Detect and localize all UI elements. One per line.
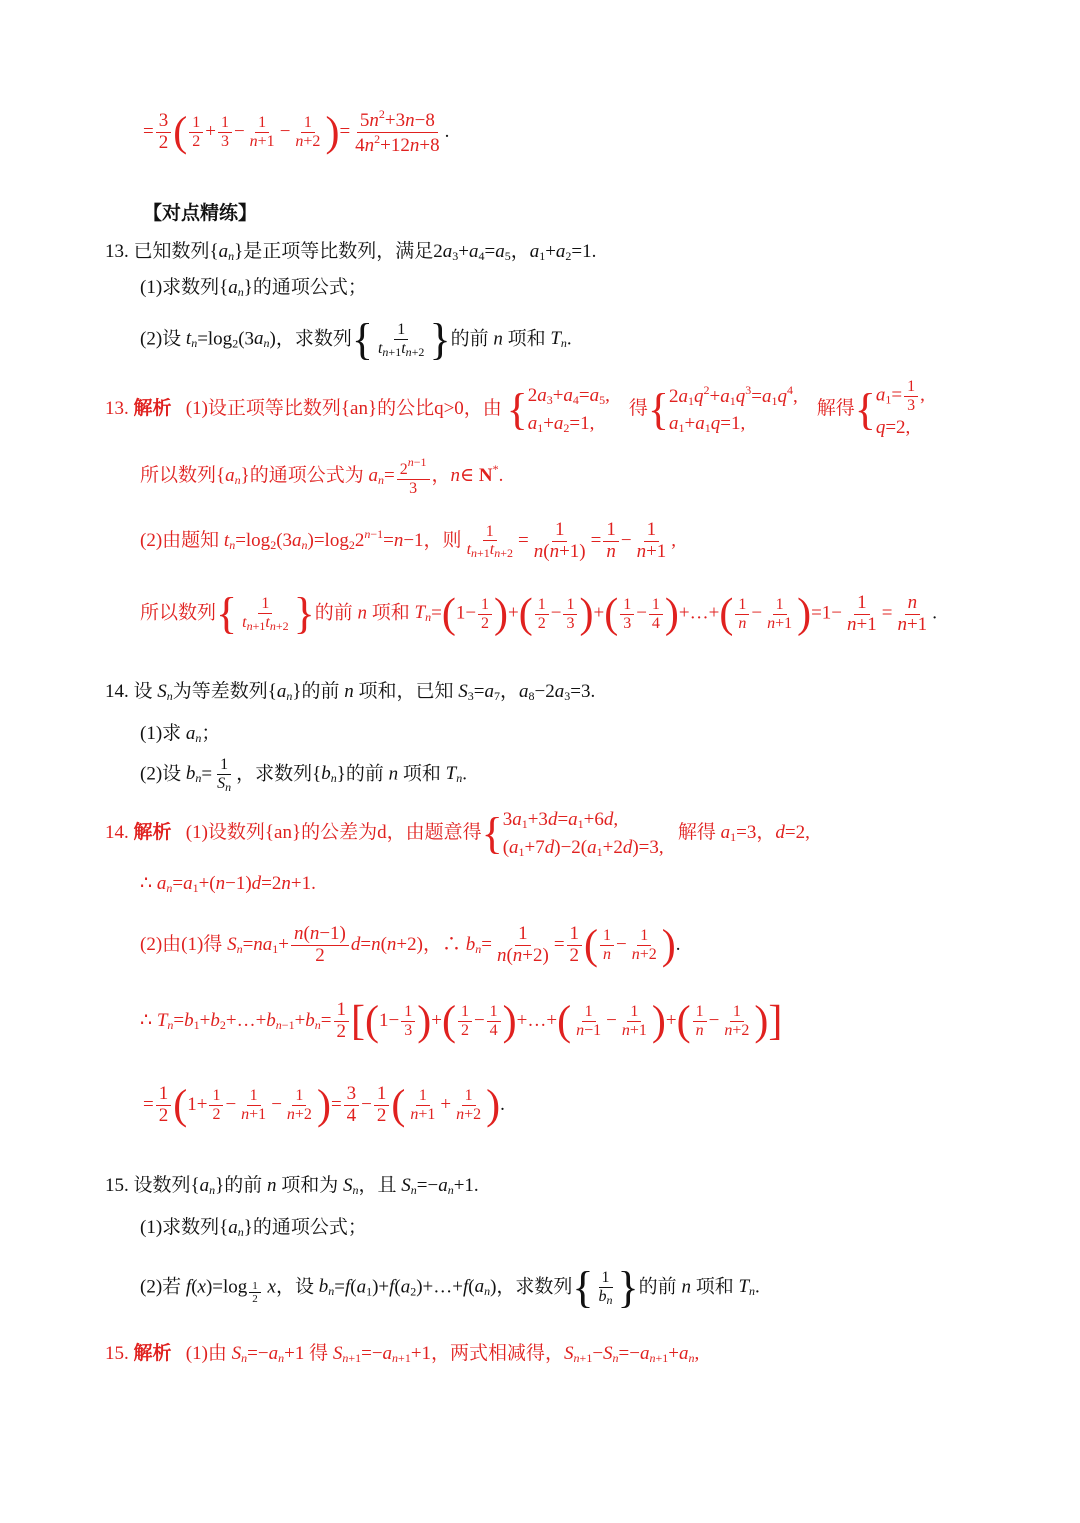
solution-15-part1: 15. 解析 (1)由 $S_n=-a_n+1$ 得 $S_{n+1}=-a_{n+1}+1$，两式相减得，$S_{n+1}-S_n=-a_{n+1}+a_n$, [105,1343,700,1365]
problem-number: 15. [105,1175,129,1196]
problem-number: 13. [105,241,129,262]
problem-13-q1: (1)求数列$\{a_n\}$的通项公式； [140,277,367,299]
solution-label: 解析 [133,821,172,843]
solution-14-part1: 14. 解析 (1)设数列{an}的公差为d，由题意得 { $3a_1+3d=a_1+6d$, $(a_1+7d)-2(a_1+2d)=3$, 解得 $a_1=3$，d=2, [105,808,810,859]
solution-14-tn: ∴ $T_n=b_1+b_2+\dots+b_{n-1}+b_n=$ $\frac{1}{2}$ [(1− $\frac{1}{3}$ )+( $\frac{1}{2}$ − $\frac{1}{4}$ )+…+( $\frac{1}{n-1}$ − $\frac{1}{n+1}$ )+( $\frac{1}{n}$ − $\frac{1}{n+2}$ )] [140,998,783,1045]
solution-13-part1: 13. 解析 (1)设正项等比数列{an}的公比q>0，由 { $2a_3+a_4=a_5$, $a_1+a_2=1$, 得 { $2a_1q^2+a_1q^3=a_1q^4$, $a_1+a_1q=1$, 解得 { $a_1=$ $\frac{1}{3}$ , q=2, [105,378,925,439]
solution-13-text: (1)设正项等比数列{an}的公比q>0，由 [185,398,502,420]
problem-14-q1: (1)求 $a_n$； [140,723,221,745]
problem-14-q2: (2)设 $b_n=$ $\frac{1}{S_n}$ ，求数列$\{b_n\}$的前 n 项和 $T_n$. [140,756,467,794]
problem-number: 14. [105,681,129,702]
solution-14-result: = $\frac{1}{2}$ (1+ $\frac{1}{2}$ − $\frac{1}{n+1}$ − $\frac{1}{n+2}$ )= $\frac{3}{4}$ − $\frac{1}{2}$ ( $\frac{1}{n+1}$ + $\frac{1}{n+2}$ ). [143,1082,505,1129]
solution-13-general-term: 所以数列$\{a_n\}$的通项公式为 $a_n=$ $\frac{2^{n-1}}{3}$ ，n∈ N*. [140,455,504,497]
problem-13-q2: (2)设 $t_n=\log_2(3a_n)$，求数列{ $\frac{1}{t_{n+1}t_{n+2}}$ }的前 n 项和 $T_n$. [140,315,572,364]
solution-label: 解析 [133,1343,172,1364]
solution-14-text: (1)设数列{an}的公差为d，由题意得 [185,821,482,843]
prev-solution-tail: = $\frac{3}{2}$ ( $\frac{1}{2}$ + $\frac{1}{3}$ − $\frac{1}{n+1}$ − $\frac{1}{n+2}$ )= $\frac{5n^2+3n-8}{4n^2+12n+8}$ . [143,107,450,156]
solution-13-part2: (2)由题知 $t_n=\log_2(3a_n)=\log_22^{n-1}=n-1$，则 $\frac{1}{t_{n+1}t_{n+2}}$ = $\frac{1}{n(n+1)}$ = $\frac{1}{n}$ − $\frac{1}{n+1}$ , [140,519,677,562]
section-heading: 【对点精练】 [143,203,258,224]
solution-label: 解析 [133,398,172,420]
solution-13-sum: 所以数列{ $\frac{1}{t_{n+1}t_{n+2}}$ }的前 n 项和 $T_n=(1-$ $\frac{1}{2}$ )+( $\frac{1}{2}$ − $\frac{1}{3}$ )+( $\frac{1}{3}$ − $\frac{1}{4}$ )+…+( $\frac{1}{n}$ − $\frac{1}{n+1}$ )=1− $\frac{1}{n+1}$ = $\frac{n}{n+1}$ . [140,589,937,638]
solution-14-an: ∴ $a_n=a_1+(n-1)d=2n+1$. [140,873,316,895]
problem-13-stem: 13. 已知数列$\{a_n\}$是正项等比数列，满足$2a_3+a_4=a_5$，$a_1+a_2=1$. [105,241,597,263]
problem-14-stem: 14. 设 $S_n$为等差数列$\{a_n\}$的前 n 项和，已知 $S_3=a_7$，$a_8-2a_3=3$. [105,681,596,703]
problem-15-q2: (2)若 f(x)=log $_{\frac{1}{2}}$ x，设 $b_n=f(a_1)+f(a_2)+\dots+f(a_n)$，求数列{ $\frac{1}{b_n}$ }的前 n 项和 $T_n$. [140,1263,760,1312]
solution-14-sn: (2)由(1)得 $S_n=na_1+$ $\frac{n(n-1)}{2}$ d=n(n+2)，∴ $b_n=$ $\frac{1}{n(n+2)}$ = $\frac{1}{2}$ ( $\frac{1}{n}$ − $\frac{1}{n+2}$ ). [140,922,681,969]
problem-15-q1: (1)求数列$\{a_n\}$的通项公式； [140,1217,367,1239]
problem-15-stem: 15. 设数列$\{a_n\}$的前 n 项和为 $S_n$，且 $S_n=-a_n+1$. [105,1175,479,1197]
